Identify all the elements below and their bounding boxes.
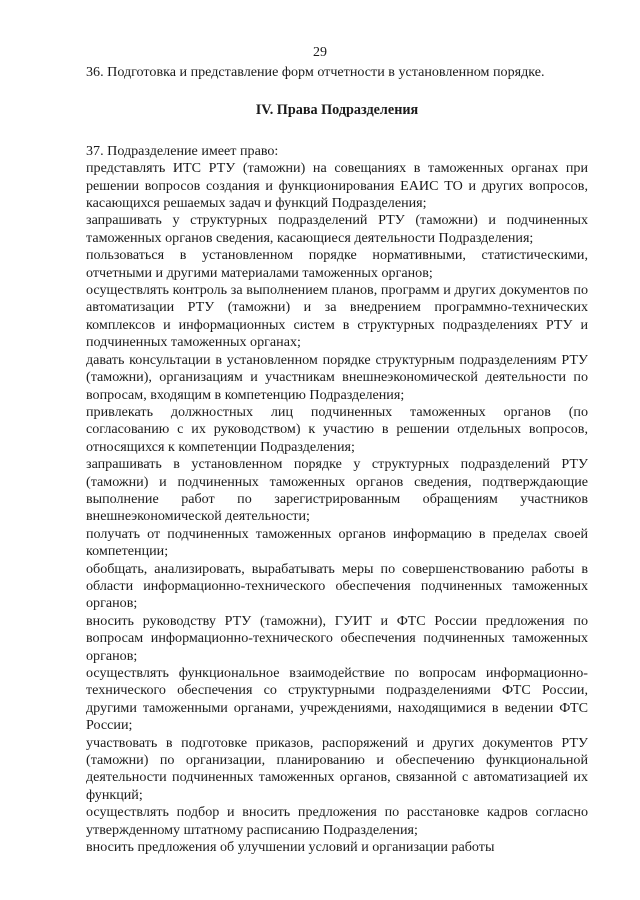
right-item-13: осуществлять подбор и вносить предложения по расстановке кадров согласно утвержденному штатному расписанию Подразделения; xyxy=(86,804,588,838)
right-item-9: обобщать, анализировать, вырабатывать меры по совершенствованию работы в области информационно-технического обеспечения подчиненных таможенных органов; xyxy=(86,560,588,612)
document-body xyxy=(86,64,588,856)
right-item-12: участвовать в подготовке приказов, распоряжений и других документов РТУ (таможни) по организации, планированию и обеспечению функциональной деятельности подчиненных таможенных органов, связанной с автоматизацией их функций; xyxy=(86,734,588,803)
right-item-11: осуществлять функциональное взаимодействие по вопросам информационно-технического обеспечения со структурными подразделениями ФТС России, другими таможенными органами, учреждениями, находящимися в ведении ФТС России; xyxy=(86,665,588,734)
right-item-10: вносить руководству РТУ (таможни), ГУИТ и ФТС России предложения по вопросам информационно-технического обеспечения подчиненных таможенных органов; xyxy=(86,612,588,664)
page-number: 29 xyxy=(313,45,327,60)
right-item-4: осуществлять контроль за выполнением планов, программ и других документов по автоматизации РТУ (таможни) и за внедрением программно-технических комплексов и информационных систем в структурных подразделениях РТУ и подчиненных таможенных органах; xyxy=(86,282,588,351)
item-36-text: 36. Подготовка и представление форм отчетности в установленном порядке. xyxy=(86,64,545,80)
right-item-3: пользоваться в установленном порядке нормативными, статистическими, отчетными и другими материалами таможенных органов; xyxy=(86,247,588,281)
section-heading: IV. Права Подразделения xyxy=(255,102,419,119)
right-item-8: получать от подчиненных таможенных органов информацию в пределах своей компетенции; xyxy=(86,525,588,560)
right-item-6: привлекать должностных лиц подчиненных таможенных органов (по согласованию с их руководством) к участию в решении отдельных вопросов, относящихся к компетенции Подразделения; xyxy=(86,403,588,455)
right-item-7: запрашивать в установленном порядке у структурных подразделений РТУ (таможни) и подчиненных таможенных органов сведения, подтверждающие выполнение работ по зарегистрированным обращениям участников внешнеэкономической деятельности; xyxy=(86,456,588,525)
right-item-2: запрашивать у структурных подразделений РТУ (таможни) и подчиненных таможенных органов сведения, касающиеся деятельности Подразделения; xyxy=(86,212,588,246)
item-37-intro: 37. Подразделение имеет право: xyxy=(86,142,279,159)
rights-list xyxy=(86,160,588,856)
right-item-1: представлять ИТС РТУ (таможни) на совещаниях в таможенных органах при решении вопросов создания и функционирования ЕАИС ТО и других вопросов, касающихся решаемых задач и функций Подразделения; xyxy=(86,160,588,212)
right-item-5: давать консультации в установленном порядке структурным подразделениям РТУ (таможни), организациям и участникам внешнеэкономической деятельности по вопросам, входящим в компетенцию Подразделения; xyxy=(86,351,588,403)
right-item-14: вносить предложения об улучшении условий и организации работы xyxy=(86,839,495,856)
